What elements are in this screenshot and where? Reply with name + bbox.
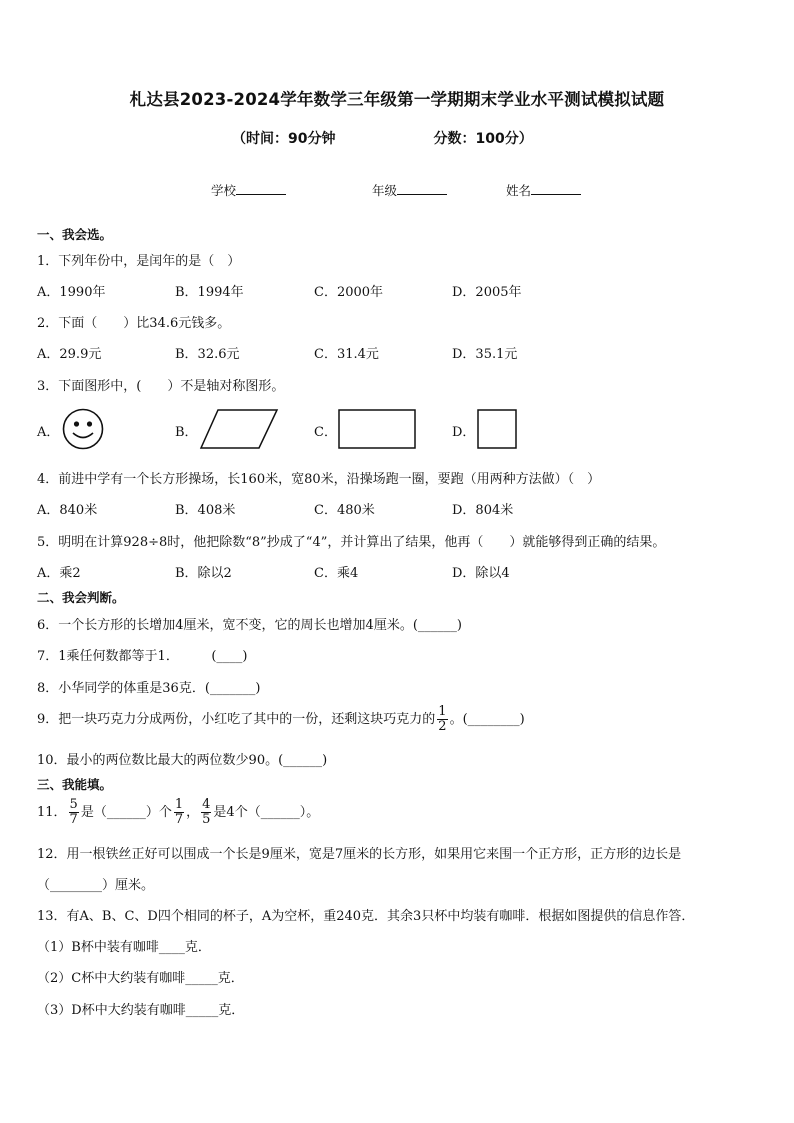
square-icon [477,409,517,449]
section-heading: 二、我会判断。 [37,590,125,605]
q2-option-b[interactable]: B．32.6元 [175,347,240,362]
question-8[interactable]: 8．小华同学的体重是36克．(_______) [37,681,261,696]
grade-blank[interactable] [397,183,447,195]
question-5-stem: 5．明明在计算928÷8时，他把除数“8”抄成了“4”，并计算出了结果，他再（ ）就能够得到正确的结果。 [37,535,666,550]
parallelogram-icon [200,409,278,449]
question-12-line2[interactable]: （________）厘米。 [37,878,155,893]
question-7[interactable]: 7．1乘任何数都等于1． (____) [37,649,248,664]
question-3-stem: 3．下面图形中，( ）不是轴对称图形。 [37,379,285,394]
school-label: 学校 [211,183,237,198]
question-4-stem: 4．前进中学有一个长方形操场，长160米，宽80米，沿操场跑一圈，要跑（用两种方法做）（ ） [37,472,601,487]
q1-option-b[interactable]: B．1994年 [175,285,244,300]
smiley-face-icon [62,408,104,450]
exam-title: 札达县2023-2024学年数学三年级第一学期期末学业水平测试模拟试题 [129,90,665,109]
q5-option-d[interactable]: D．除以4 [452,566,510,581]
question-13-stem: 13．有A、B、C、D四个相同的杯子，A为空杯，重240克．其余3只杯中均装有咖啡．根据如图提供的信息作答． [37,909,695,924]
fraction: $\frac{1}{7}$ [174,797,184,827]
question-6[interactable]: 6．一个长方形的长增加4厘米，宽不变，它的周长也增加4厘米。(______) [37,618,462,633]
time-info: （时间：90分钟 [232,131,336,147]
section-heading: 一、我会选。 [37,227,113,242]
question-10[interactable]: 10．最小的两位数比最大的两位数少90。(______) [37,753,328,768]
fraction: $\frac{1}{2}$ [438,704,447,734]
q4-option-a[interactable]: A．840米 [37,503,98,518]
question-1-stem: 1．下列年份中，是闰年的是（ ） [37,254,241,269]
question-13-part2[interactable]: （2）C杯中大约装有咖啡_____克． [37,971,244,986]
q3-option-a[interactable]: A． [37,425,60,440]
fraction: $\frac{4}{5}$ [202,797,211,827]
name-blank[interactable] [531,183,581,195]
q3-option-b[interactable]: B． [175,425,198,440]
section-heading: 三、我能填。 [37,777,113,792]
question-12-line1: 12．用一根铁丝正好可以围成一个长是9厘米，宽是7厘米的长方形，如果用它来围一个正方形，正方形的边长是 [37,847,682,862]
q5-option-c[interactable]: C．乘4 [314,566,359,581]
question-2-stem: 2．下面（ ）比34.6元钱多。 [37,316,231,331]
q1-option-d[interactable]: D．2005年 [452,285,522,300]
q3-option-d[interactable]: D． [452,425,476,440]
school-blank[interactable] [236,183,286,195]
question-13-part3[interactable]: （3）D杯中大约装有咖啡_____克． [37,1003,245,1018]
grade-label: 年级 [372,183,398,198]
score-info: 分数：100分） [433,131,533,147]
q4-option-b[interactable]: B．408米 [175,503,236,518]
q3-option-c[interactable]: C． [314,425,337,440]
q1-option-a[interactable]: A．1990年 [37,285,106,300]
question-13-part1[interactable]: （1）B杯中装有咖啡____克． [37,940,211,955]
q5-option-a[interactable]: A．乘2 [37,566,81,581]
q9-text: 9．把一块巧克力分成两份，小红吃了其中的一份，还剩这块巧克力的 [37,712,436,727]
q2-option-d[interactable]: D．35.1元 [452,347,518,362]
q4-option-d[interactable]: D．804米 [452,503,514,518]
rectangle-icon [338,409,416,449]
fraction: $\frac{5}{7}$ [69,797,78,827]
question-11[interactable]: 11． $\frac{5}{7}$ 是（______）个 $\frac{1}{7}$ ， $\frac{4}{5}$ 是4个（______）。 [37,797,320,827]
grade-field [372,181,447,199]
question-9[interactable] [37,705,525,734]
q5-option-b[interactable]: B．除以2 [175,566,232,581]
exam-subtitle [232,128,533,148]
q2-option-c[interactable]: C．31.4元 [314,347,379,362]
q1-option-c[interactable]: C．2000年 [314,285,384,300]
school-field [211,181,286,199]
q2-option-a[interactable]: A．29.9元 [37,347,102,362]
q4-option-c[interactable]: C．480米 [314,503,375,518]
name-field [506,181,581,199]
q9-blank: 。(________) [449,712,525,727]
name-label: 姓名 [506,183,532,198]
